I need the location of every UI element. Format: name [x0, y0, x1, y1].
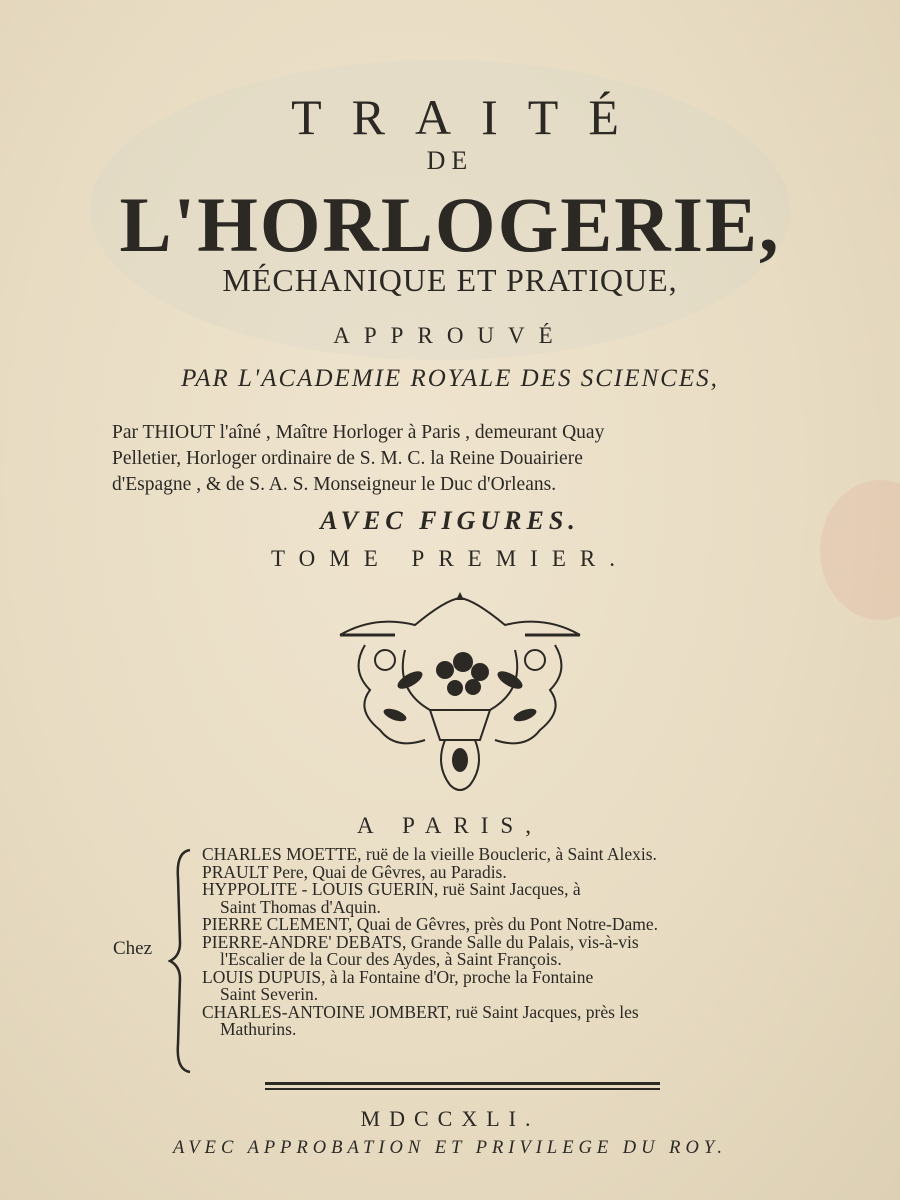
- brace-icon: [168, 848, 198, 1074]
- publisher-line: Saint Severin.: [220, 984, 319, 1004]
- author-paragraph: [112, 420, 792, 498]
- figures-line: AVEC FIGURES.: [320, 506, 580, 535]
- divider-rule: [265, 1088, 660, 1090]
- publisher-line: CHARLES-ANTOINE JOMBERT, ruë Saint Jacques, près les: [202, 1001, 639, 1022]
- year-line: MDCCXLI.: [360, 1106, 540, 1131]
- publisher-line: HYPPOLITE - LOUIS GUERIN, ruë Saint Jacques, à: [202, 879, 581, 899]
- publisher-line: Mathurins.: [220, 1019, 297, 1039]
- publisher-line: PRAULT Pere, Quai de Gêvres, au Paradis.: [202, 861, 507, 882]
- subtitle: MÉCHANIQUE ET PRATIQUE,: [222, 262, 678, 298]
- publisher-line: l'Escalier de la Cour des Aydes, à Saint François.: [220, 949, 562, 969]
- ornament-vignette: [335, 590, 585, 800]
- author-line: d'Espagne , & de S. A. S. Monseigneur le Duc d'Orleans.: [112, 474, 557, 495]
- title-de: DE: [426, 146, 474, 175]
- title-horlogerie: L'HORLOGERIE,: [119, 181, 781, 268]
- academie-line: PAR L'ACADEMIE ROYALE DES SCIENCES,: [181, 365, 719, 392]
- publisher-line: Saint Thomas d'Aquin.: [220, 896, 381, 917]
- author-line: Par THIOUT l'aîné , Maître Horloger à Paris , demeurant Quay: [112, 422, 605, 443]
- approuve-line: APPROUVÉ: [333, 323, 567, 348]
- publishers-list: [202, 846, 792, 1039]
- privilege-line: AVEC APPROBATION ET PRIVILEGE DU ROY.: [172, 1138, 728, 1158]
- publisher-line: LOUIS DUPUIS, à la Fontaine d'Or, proche la Fontaine: [202, 966, 594, 987]
- publisher-line: CHARLES MOETTE, ruë de la vieille Boucleric, à Saint Alexis.: [202, 844, 657, 864]
- chez-label: Chez: [113, 938, 153, 959]
- publisher-line: PIERRE-ANDRE' DEBATS, Grande Salle du Palais, vis-à-vis: [202, 931, 639, 952]
- publisher-line: PIERRE CLEMENT, Quai de Gêvres, près du Pont Notre-Dame.: [202, 914, 659, 934]
- title-traite: TRAITÉ: [291, 89, 649, 145]
- paris-line: A PARIS,: [357, 813, 543, 838]
- author-line: Pelletier, Horloger ordinaire de S. M. C. la Reine Douairiere: [112, 448, 583, 469]
- tome-line: TOME PREMIER.: [271, 546, 629, 571]
- divider-rule: [265, 1082, 660, 1085]
